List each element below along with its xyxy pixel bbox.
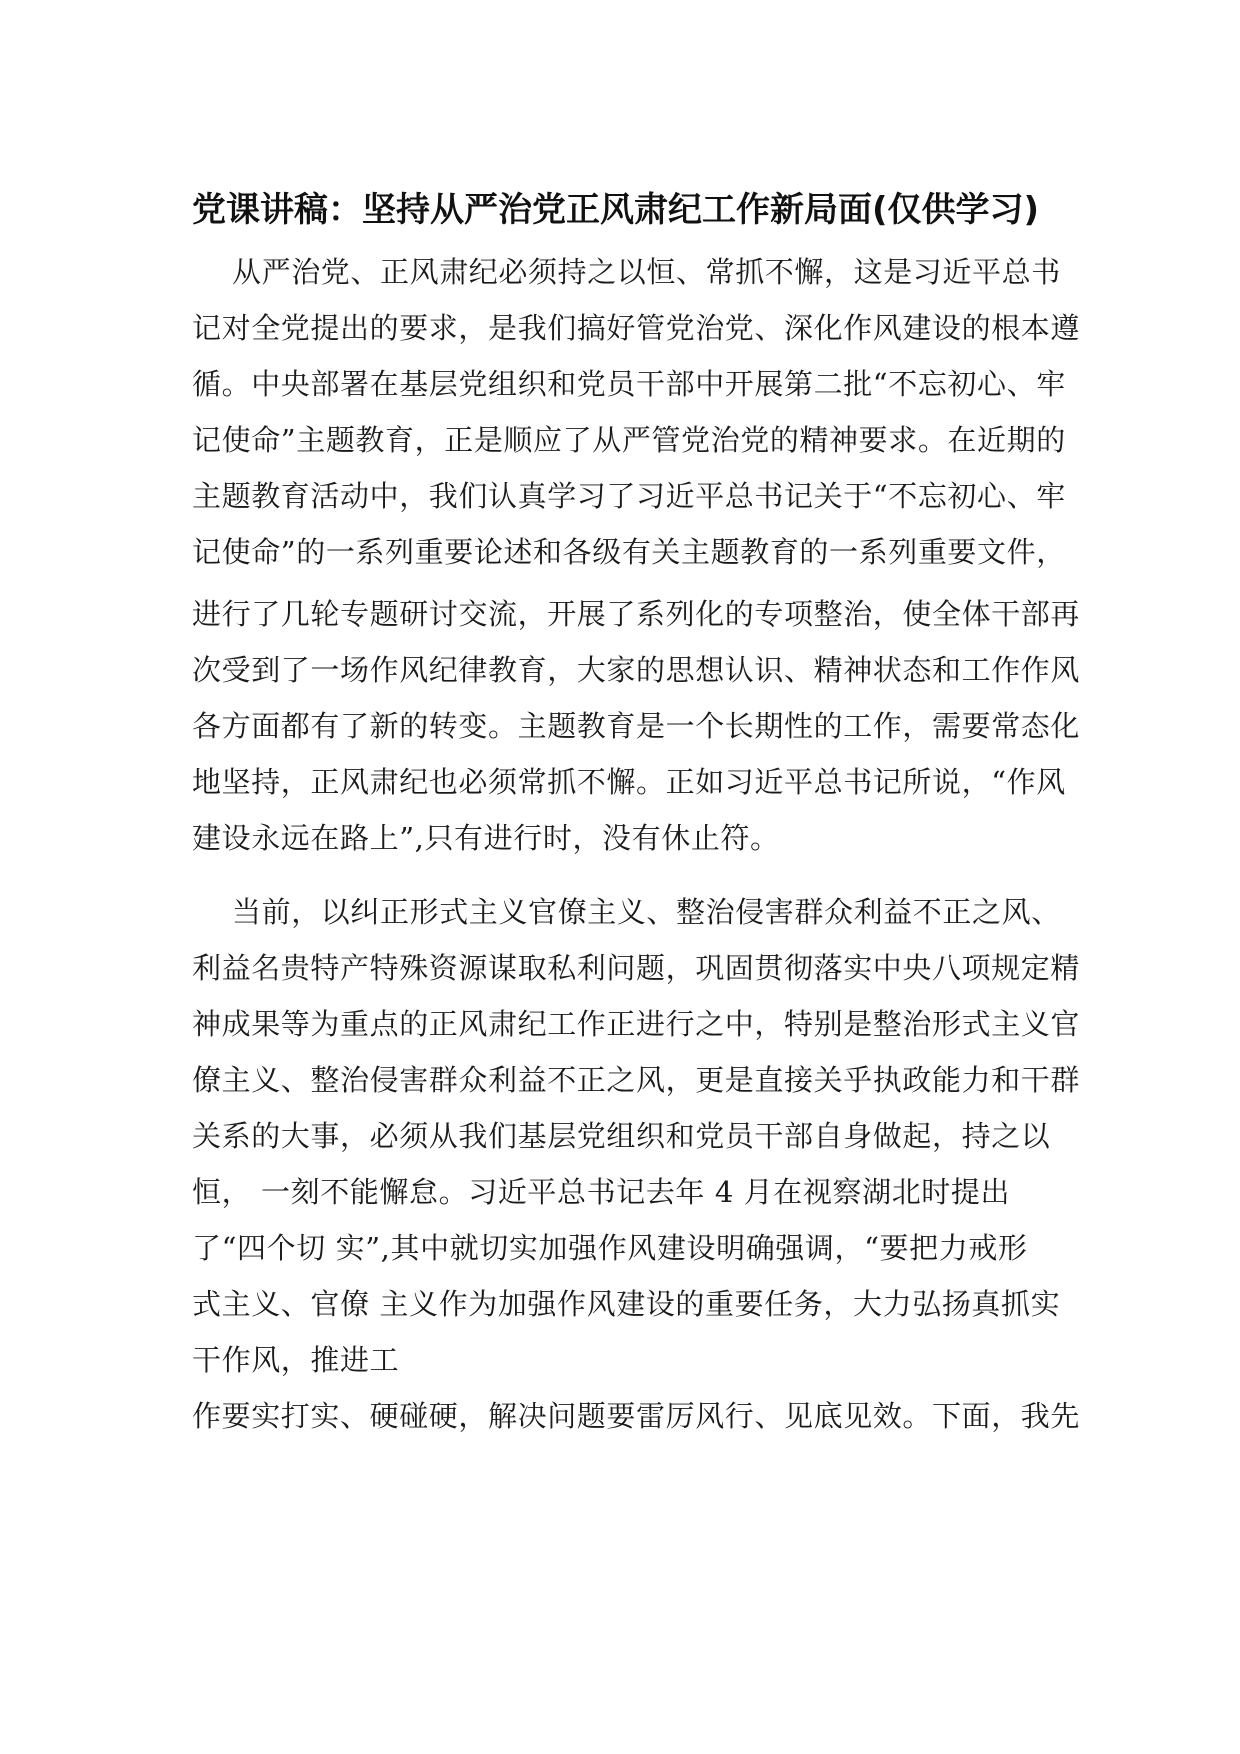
paragraph-line: 主题教育活动中，我们认真学习了习近平总书记关于“不忘初心、牢 <box>192 479 1066 513</box>
paragraph-line: 记对全党提出的要求，是我们搞好管党治党、深化作风建设的根本遵 <box>192 311 1081 345</box>
paragraph-line: 了“四个切 实”,其中就切实加强作风建设明确强调，“要把力戒形 <box>192 1231 1028 1265</box>
paragraph-line: 各方面都有了新的转变。主题教育是一个长期性的工作，需要常态化 <box>192 709 1081 743</box>
paragraph-line: 记使命”的一系列重要论述和各级有关主题教育的一系列重要文件， <box>192 535 1066 569</box>
paragraph-line: 恒， 一刻不能懈怠。习近平总书记去年 4 月在视察湖北时提出 <box>192 1175 1011 1209</box>
paragraph-line: 进行了几轮专题研讨交流，开展了系列化的专项整治，使全体干部再 <box>192 597 1081 631</box>
paragraph-line: 建设永远在路上”,只有进行时，没有休止符。 <box>192 821 780 855</box>
paragraph-line: 干作风，推进工 <box>192 1343 400 1377</box>
paragraph-line: 次受到了一场作风纪律教育，大家的思想认识、精神状态和工作作风 <box>192 653 1081 687</box>
paragraph-line: 关系的大事，必须从我们基层党组织和党员干部自身做起，持之以 <box>192 1119 1051 1153</box>
paragraph-line: 记使命”主题教育，正是顺应了从严管党治党的精神要求。在近期的 <box>192 423 1066 457</box>
paragraph-line: 循。中央部署在基层党组织和党员干部中开展第二批“不忘初心、牢 <box>192 367 1066 401</box>
paragraph-line: 神成果等为重点的正风肃纪工作正进行之中，特别是整治形式主义官 <box>192 1007 1081 1041</box>
paragraph-line: 僚主义、整治侵害群众利益不正之风，更是直接关乎执政能力和干群 <box>192 1063 1081 1097</box>
paragraph-line: 作要实打实、硬碰硬，解决问题要雷厉风行、见底见效。下面，我先 <box>192 1399 1081 1433</box>
document-title: 党课讲稿：坚持从严治党正风肃纪工作新局面(仅供学习) <box>192 190 1040 230</box>
paragraph-line: 利益名贵特产特殊资源谋取私利问题，巩固贯彻落实中央八项规定精 <box>192 951 1081 985</box>
paragraph-line: 地坚持，正风肃纪也必须常抓不懈。正如习近平总书记所说，“作风 <box>192 765 1066 799</box>
paragraph-line: 从严治党、正风肃纪必须持之以恒、常抓不懈，这是习近平总书 <box>232 255 1061 289</box>
paragraph-line: 式主义、官僚 主义作为加强作风建设的重要任务，大力弘扬真抓实 <box>192 1287 1061 1321</box>
paragraph-line: 当前，以纠正形式主义官僚主义、整治侵害群众利益不正之风、 <box>232 895 1061 929</box>
